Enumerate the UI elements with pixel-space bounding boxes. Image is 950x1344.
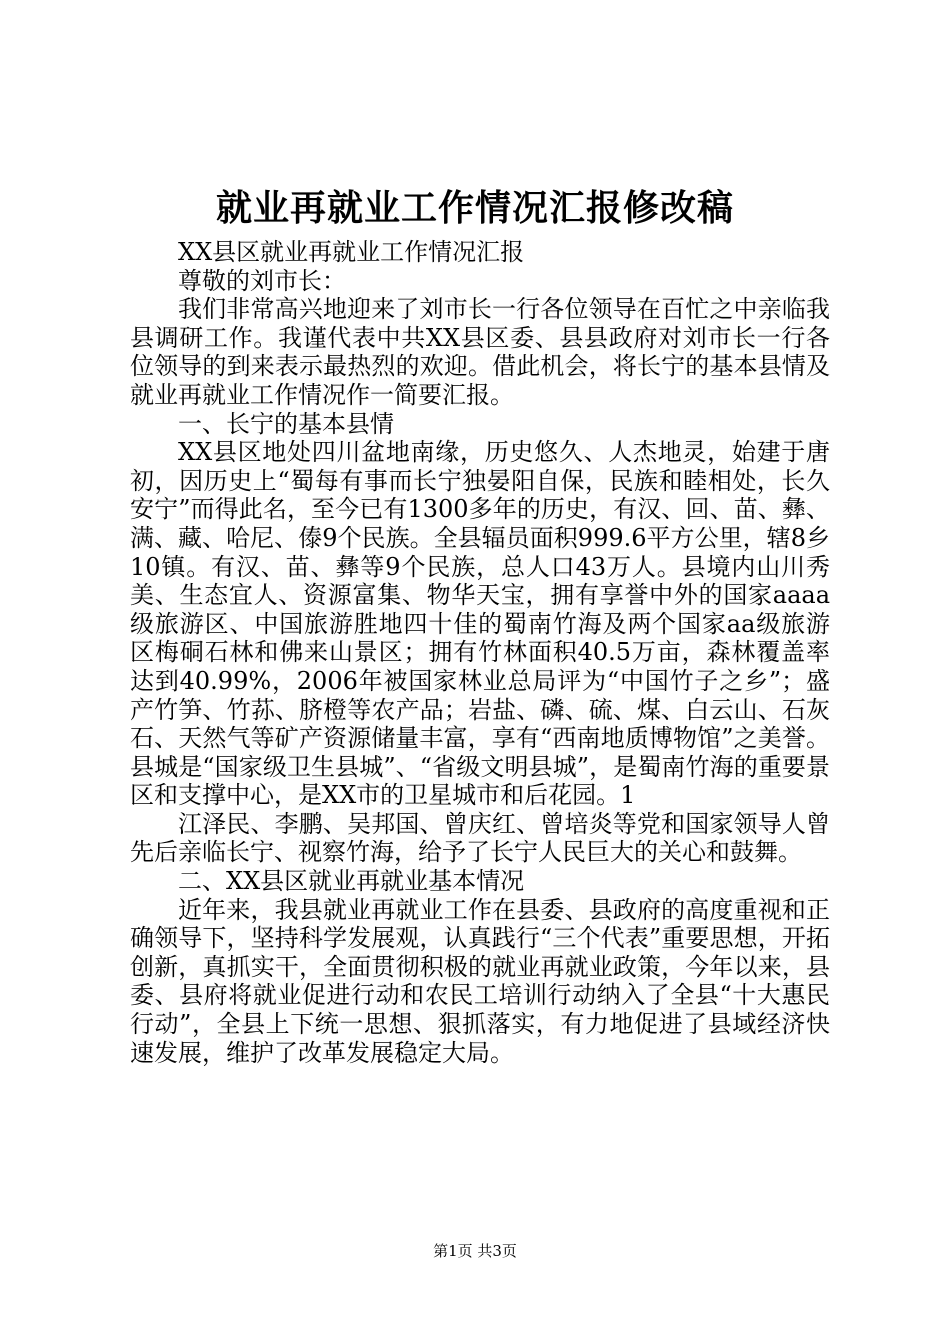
- paragraph-subtitle: XX县区就业再就业工作情况汇报: [178, 238, 525, 266]
- document-title: 就业再就业工作情况汇报修改稿: [215, 187, 734, 229]
- paragraph-leaders-visit: 江泽民、李鹏、吴邦国、曾庆红、曾培炎等党和国家领导人曾先后亲临长宁、视察竹海，给予了长宁人民巨大的关心和鼓舞。: [130, 809, 830, 867]
- section-heading-2: 二、XX县区就业再就业基本情况: [178, 867, 525, 896]
- paragraph-county-overview: XX县区地处四川盆地南缘，历史悠久、人杰地灵，始建于唐初，因历史上“蜀每有事而长宁独晏阳自保，民族和睦相处，长久安宁”而得此名，至今已有1300多年的历史，有汉、回、苗、彝、满、藏、哈尼、傣9个民族。全县辐员面积999.6平方公里，辖8乡10镇。有汉、苗、彝等9个民族，总人口43万人。县境内山川秀美、生态宜人、资源富集、物华天宝，拥有享誉中外的国家aaaa级旅游区、中国旅游胜地四十佳的蜀南竹海及两个国家aa级旅游区梅硐石林和佛来山景区；拥有竹林面积40.5万亩，森林覆盖率达到40.99%，2006年被国家林业总局评为“中国竹子之乡”；盛产竹笋、竹荪、脐橙等农产品；岩盐、磷、硫、煤、白云山、石灰石、天然气等矿产资源储量丰富，享有“西南地质博物馆”之美誉。县城是“国家级卫生县城”、“省级文明县城”，是蜀南竹海的重要景区和支撑中心，是XX市的卫星城市和后花园。1: [130, 438, 830, 810]
- paragraph-salutation: 尊敬的刘市长：: [178, 266, 346, 295]
- document-body: [130, 238, 830, 1067]
- paragraph-employment-summary: 近年来，我县就业再就业工作在县委、县政府的高度重视和正确领导下，坚持科学发展观，认真践行“三个代表”重要思想，开拓创新，真抓实干，全面贯彻积极的就业再就业政策，今年以来，县委、县府将就业促进行动和农民工培训行动纳入了全县“十大惠民行动”，全县上下统一思想、狠抓落实，有力地促进了县域经济快速发展，维护了改革发展稳定大局。: [130, 895, 830, 1067]
- page-footer: 第1页 共3页: [433, 1242, 517, 1260]
- section-heading-1: 一、长宁的基本县情: [178, 409, 394, 438]
- paragraph-welcome: 我们非常高兴地迎来了刘市长一行各位领导在百忙之中亲临我县调研工作。我谨代表中共XX县区委、县县政府对刘市长一行各位领导的到来表示最热烈的欢迎。借此机会，将长宁的基本县情及就业再就业工作情况作一简要汇报。: [130, 295, 830, 409]
